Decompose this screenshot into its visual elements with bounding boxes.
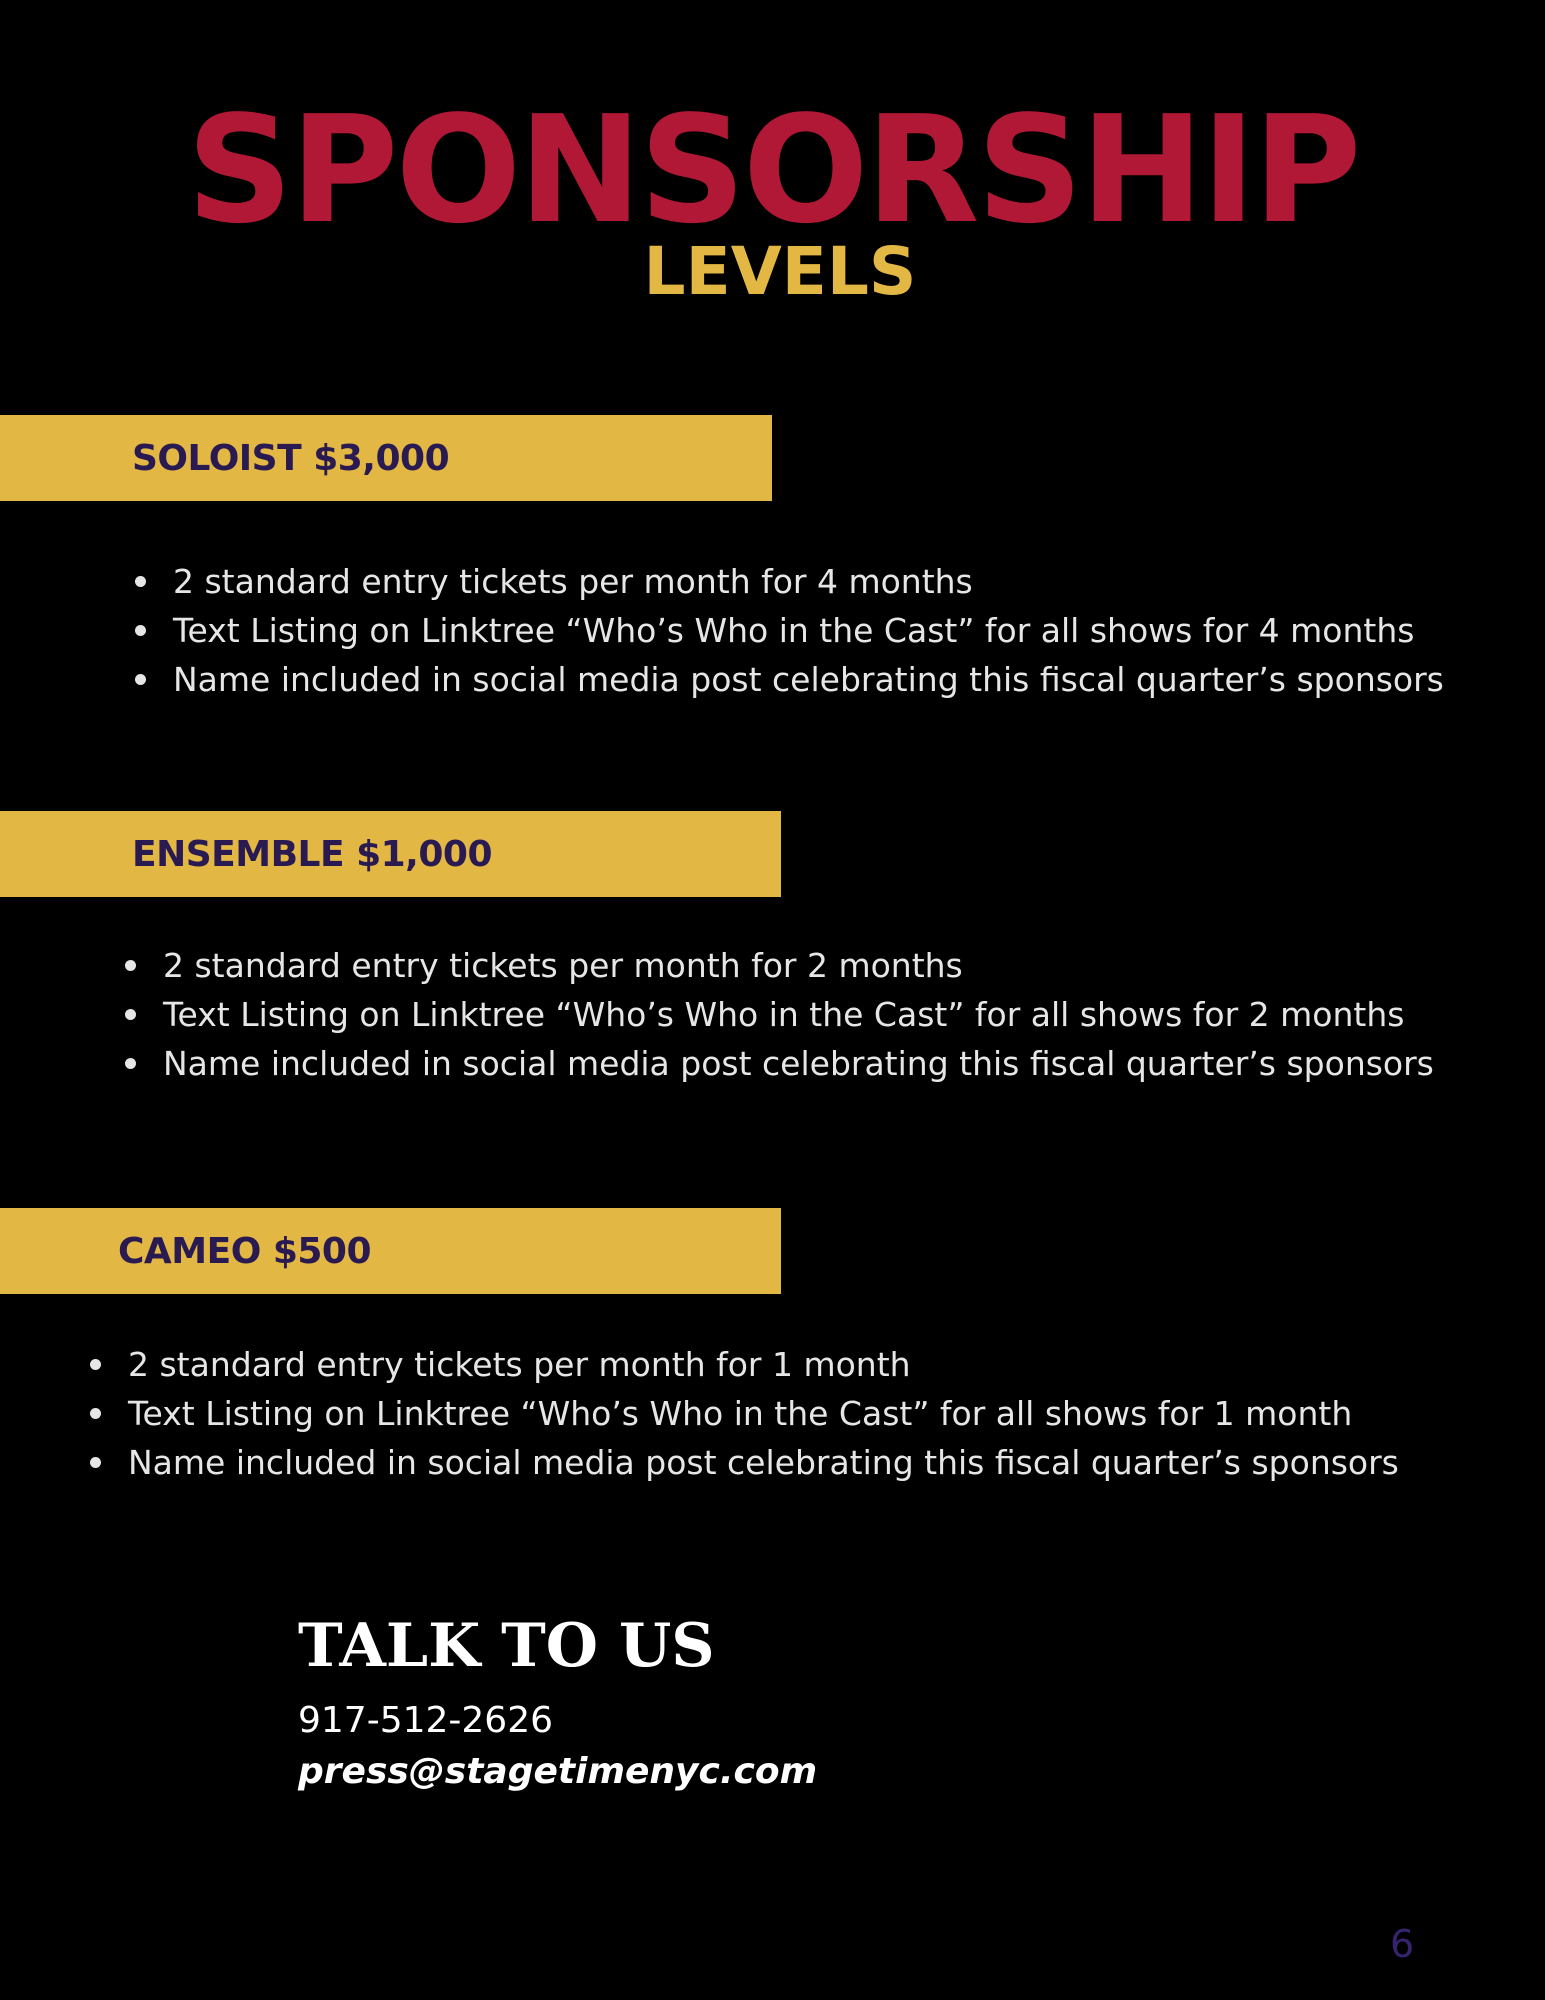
tier-label-cameo: CAMEO $500 — [118, 1230, 372, 1272]
tier-label-ensemble: ENSEMBLE $1,000 — [132, 833, 492, 875]
benefit-item: 2 standard entry tickets per month for 2 months — [163, 941, 1452, 990]
tier-banner-soloist — [0, 415, 772, 501]
contact-email-link[interactable]: press@stagetimenyc.com — [298, 1751, 818, 1792]
page-number: 6 — [1390, 1922, 1415, 1966]
page-title: SPONSORSHIP — [186, 84, 1359, 256]
benefit-list-ensemble — [163, 941, 1452, 1088]
benefit-item: Text Listing on Linktree “Who’s Who in the Cast” for all shows for 1 month — [128, 1389, 1406, 1438]
tier-label-soloist: SOLOIST $3,000 — [132, 437, 450, 479]
benefit-item: Text Listing on Linktree “Who’s Who in the Cast” for all shows for 2 months — [163, 990, 1452, 1039]
benefit-item: 2 standard entry tickets per month for 4 months — [173, 557, 1462, 606]
page-subtitle: LEVELS — [643, 233, 917, 310]
benefit-item: Name included in social media post celebrating this fiscal quarter’s sponsors — [128, 1438, 1406, 1487]
benefit-list-soloist — [173, 557, 1462, 704]
benefit-item: Name included in social media post celebrating this fiscal quarter’s sponsors — [163, 1039, 1452, 1088]
benefit-item: Text Listing on Linktree “Who’s Who in the Cast” for all shows for 4 months — [173, 606, 1462, 655]
tier-banner-ensemble — [0, 811, 781, 897]
contact-phone[interactable]: 917-512-2626 — [298, 1700, 554, 1741]
tier-banner-cameo — [0, 1208, 781, 1294]
benefit-item: 2 standard entry tickets per month for 1 month — [128, 1340, 1406, 1389]
contact-heading: TALK TO US — [298, 1611, 715, 1681]
benefit-list-cameo — [128, 1340, 1406, 1487]
benefit-item: Name included in social media post celebrating this fiscal quarter’s sponsors — [173, 655, 1462, 704]
